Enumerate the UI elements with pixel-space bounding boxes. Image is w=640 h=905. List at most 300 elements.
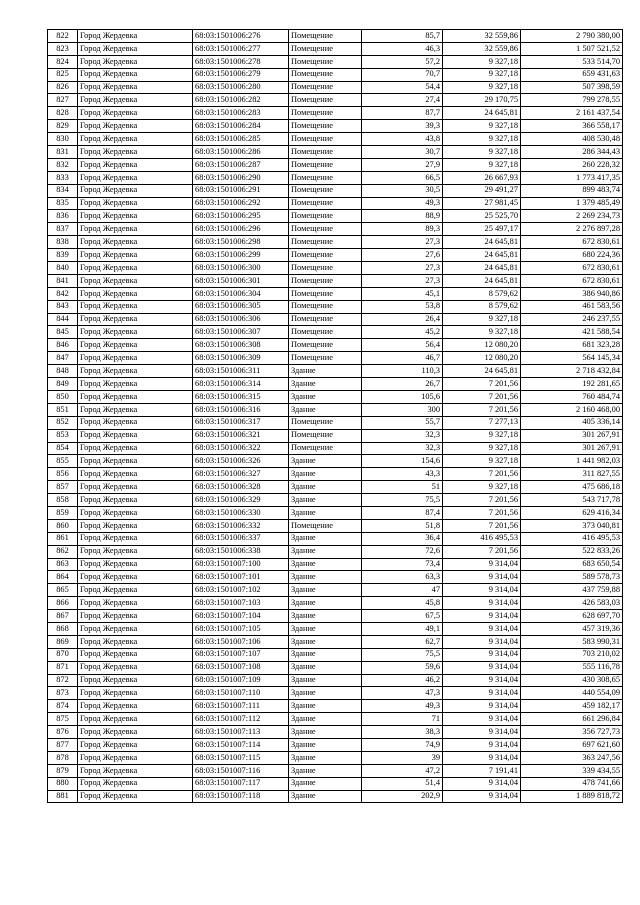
cadastral-value-cell: 386 940,86 bbox=[521, 287, 623, 300]
cadastral-number-cell: 68:03:1501006:316 bbox=[193, 403, 289, 416]
area-cell: 30,5 bbox=[362, 184, 443, 197]
table-row bbox=[48, 68, 623, 81]
table-row bbox=[48, 313, 623, 326]
locality-cell: Город Жердевка bbox=[78, 352, 193, 365]
specific-value-cell: 8 579,62 bbox=[443, 287, 521, 300]
object-type-cell: Здание bbox=[289, 764, 362, 777]
specific-value-cell: 9 314,04 bbox=[443, 687, 521, 700]
specific-value-cell: 12 080,20 bbox=[443, 352, 521, 365]
table-row bbox=[48, 506, 623, 519]
cadastral-number-cell: 68:03:1501007:101 bbox=[193, 571, 289, 584]
cadastral-number-cell: 68:03:1501007:114 bbox=[193, 738, 289, 751]
table-row bbox=[48, 442, 623, 455]
table-row bbox=[48, 455, 623, 468]
cadastral-number-cell: 68:03:1501006:305 bbox=[193, 300, 289, 313]
cadastral-number-cell: 68:03:1501007:107 bbox=[193, 648, 289, 661]
cadastral-number-cell: 68:03:1501006:332 bbox=[193, 519, 289, 532]
area-cell: 39,3 bbox=[362, 120, 443, 133]
area-cell: 49,1 bbox=[362, 622, 443, 635]
locality-cell: Город Жердевка bbox=[78, 726, 193, 739]
area-cell: 30,7 bbox=[362, 146, 443, 159]
area-cell: 32,3 bbox=[362, 442, 443, 455]
table-row bbox=[48, 494, 623, 507]
cadastral-value-cell: 421 588,54 bbox=[521, 326, 623, 339]
cadastral-number-cell: 68:03:1501006:321 bbox=[193, 429, 289, 442]
row-number-cell: 873 bbox=[48, 687, 78, 700]
table-row bbox=[48, 55, 623, 68]
specific-value-cell: 24 645,81 bbox=[443, 249, 521, 262]
specific-value-cell: 8 579,62 bbox=[443, 300, 521, 313]
object-type-cell: Помещение bbox=[289, 210, 362, 223]
area-cell: 88,9 bbox=[362, 210, 443, 223]
area-cell: 43,3 bbox=[362, 468, 443, 481]
table-row bbox=[48, 326, 623, 339]
table-row bbox=[48, 610, 623, 623]
cadastral-value-cell: 1 889 818,72 bbox=[521, 790, 623, 803]
cadastral-value-cell: 192 281,65 bbox=[521, 378, 623, 391]
specific-value-cell: 7 201,56 bbox=[443, 519, 521, 532]
locality-cell: Город Жердевка bbox=[78, 55, 193, 68]
cadastral-value-cell: 2 160 468,00 bbox=[521, 403, 623, 416]
cadastral-number-cell: 68:03:1501006:292 bbox=[193, 197, 289, 210]
specific-value-cell: 12 080,20 bbox=[443, 339, 521, 352]
row-number-cell: 832 bbox=[48, 158, 78, 171]
object-type-cell: Помещение bbox=[289, 133, 362, 146]
specific-value-cell: 7 201,56 bbox=[443, 378, 521, 391]
cadastral-number-cell: 68:03:1501006:328 bbox=[193, 481, 289, 494]
object-type-cell: Здание bbox=[289, 390, 362, 403]
row-number-cell: 879 bbox=[48, 764, 78, 777]
area-cell: 47,3 bbox=[362, 687, 443, 700]
object-type-cell: Помещение bbox=[289, 249, 362, 262]
row-number-cell: 835 bbox=[48, 197, 78, 210]
cadastral-number-cell: 68:03:1501006:317 bbox=[193, 416, 289, 429]
row-number-cell: 864 bbox=[48, 571, 78, 584]
row-number-cell: 862 bbox=[48, 545, 78, 558]
cadastral-value-cell: 555 116,78 bbox=[521, 661, 623, 674]
object-type-cell: Здание bbox=[289, 468, 362, 481]
locality-cell: Город Жердевка bbox=[78, 442, 193, 455]
area-cell: 49,3 bbox=[362, 700, 443, 713]
object-type-cell: Здание bbox=[289, 481, 362, 494]
row-number-cell: 843 bbox=[48, 300, 78, 313]
area-cell: 154,6 bbox=[362, 455, 443, 468]
table-row bbox=[48, 738, 623, 751]
specific-value-cell: 9 327,18 bbox=[443, 146, 521, 159]
area-cell: 87,7 bbox=[362, 107, 443, 120]
table-row bbox=[48, 107, 623, 120]
cadastral-value-cell: 672 830,61 bbox=[521, 236, 623, 249]
row-number-cell: 869 bbox=[48, 635, 78, 648]
cadastral-number-cell: 68:03:1501006:314 bbox=[193, 378, 289, 391]
cadastral-value-cell: 416 495,53 bbox=[521, 532, 623, 545]
table-row bbox=[48, 210, 623, 223]
row-number-cell: 861 bbox=[48, 532, 78, 545]
locality-cell: Город Жердевка bbox=[78, 42, 193, 55]
specific-value-cell: 7 201,56 bbox=[443, 506, 521, 519]
row-number-cell: 829 bbox=[48, 120, 78, 133]
row-number-cell: 881 bbox=[48, 790, 78, 803]
table-row bbox=[48, 713, 623, 726]
cadastral-number-cell: 68:03:1501006:304 bbox=[193, 287, 289, 300]
specific-value-cell: 25 497,17 bbox=[443, 223, 521, 236]
specific-value-cell: 9 314,04 bbox=[443, 700, 521, 713]
object-type-cell: Помещение bbox=[289, 68, 362, 81]
cadastral-number-cell: 68:03:1501006:291 bbox=[193, 184, 289, 197]
object-type-cell: Помещение bbox=[289, 42, 362, 55]
locality-cell: Город Жердевка bbox=[78, 313, 193, 326]
row-number-cell: 839 bbox=[48, 249, 78, 262]
table-row bbox=[48, 481, 623, 494]
cadastral-number-cell: 68:03:1501007:111 bbox=[193, 700, 289, 713]
row-number-cell: 875 bbox=[48, 713, 78, 726]
cadastral-number-cell: 68:03:1501006:337 bbox=[193, 532, 289, 545]
row-number-cell: 871 bbox=[48, 661, 78, 674]
area-cell: 71 bbox=[362, 713, 443, 726]
area-cell: 32,3 bbox=[362, 429, 443, 442]
table-row bbox=[48, 262, 623, 275]
cadastral-number-cell: 68:03:1501007:100 bbox=[193, 558, 289, 571]
area-cell: 26,7 bbox=[362, 378, 443, 391]
cadastral-value-cell: 1 441 982,03 bbox=[521, 455, 623, 468]
row-number-cell: 872 bbox=[48, 674, 78, 687]
cadastral-value-cell: 507 398,59 bbox=[521, 81, 623, 94]
table-row bbox=[48, 390, 623, 403]
row-number-cell: 824 bbox=[48, 55, 78, 68]
object-type-cell: Здание bbox=[289, 378, 362, 391]
row-number-cell: 867 bbox=[48, 610, 78, 623]
specific-value-cell: 9 327,18 bbox=[443, 158, 521, 171]
locality-cell: Город Жердевка bbox=[78, 610, 193, 623]
cadastral-number-cell: 68:03:1501007:117 bbox=[193, 777, 289, 790]
table-row bbox=[48, 146, 623, 159]
row-number-cell: 860 bbox=[48, 519, 78, 532]
table-row bbox=[48, 648, 623, 661]
row-number-cell: 847 bbox=[48, 352, 78, 365]
cadastral-value-cell: 583 990,31 bbox=[521, 635, 623, 648]
table-row bbox=[48, 622, 623, 635]
locality-cell: Город Жердевка bbox=[78, 635, 193, 648]
cadastral-number-cell: 68:03:1501007:112 bbox=[193, 713, 289, 726]
cadastral-value-cell: 799 278,55 bbox=[521, 94, 623, 107]
cadastral-number-cell: 68:03:1501007:108 bbox=[193, 661, 289, 674]
area-cell: 46,3 bbox=[362, 42, 443, 55]
specific-value-cell: 9 327,18 bbox=[443, 326, 521, 339]
cadastral-number-cell: 68:03:1501007:109 bbox=[193, 674, 289, 687]
specific-value-cell: 9 314,04 bbox=[443, 597, 521, 610]
cadastral-value-cell: 356 727,73 bbox=[521, 726, 623, 739]
area-cell: 62,7 bbox=[362, 635, 443, 648]
object-type-cell: Здание bbox=[289, 777, 362, 790]
object-type-cell: Здание bbox=[289, 751, 362, 764]
cadastral-value-cell: 311 827,55 bbox=[521, 468, 623, 481]
specific-value-cell: 9 327,18 bbox=[443, 120, 521, 133]
row-number-cell: 842 bbox=[48, 287, 78, 300]
specific-value-cell: 9 314,04 bbox=[443, 571, 521, 584]
row-number-cell: 831 bbox=[48, 146, 78, 159]
locality-cell: Город Жердевка bbox=[78, 700, 193, 713]
object-type-cell: Помещение bbox=[289, 442, 362, 455]
locality-cell: Город Жердевка bbox=[78, 210, 193, 223]
cadastral-value-cell: 430 308,65 bbox=[521, 674, 623, 687]
object-type-cell: Здание bbox=[289, 403, 362, 416]
object-type-cell: Здание bbox=[289, 622, 362, 635]
specific-value-cell: 9 327,18 bbox=[443, 55, 521, 68]
area-cell: 51 bbox=[362, 481, 443, 494]
locality-cell: Город Жердевка bbox=[78, 506, 193, 519]
cadastral-number-cell: 68:03:1501007:118 bbox=[193, 790, 289, 803]
area-cell: 57,2 bbox=[362, 55, 443, 68]
table-row bbox=[48, 42, 623, 55]
table-row bbox=[48, 468, 623, 481]
cadastral-value-cell: 681 323,28 bbox=[521, 339, 623, 352]
row-number-cell: 850 bbox=[48, 390, 78, 403]
cadastral-value-cell: 2 276 897,28 bbox=[521, 223, 623, 236]
table-row bbox=[48, 764, 623, 777]
specific-value-cell: 29 170,75 bbox=[443, 94, 521, 107]
row-number-cell: 845 bbox=[48, 326, 78, 339]
table-row bbox=[48, 287, 623, 300]
locality-cell: Город Жердевка bbox=[78, 107, 193, 120]
specific-value-cell: 7 201,56 bbox=[443, 494, 521, 507]
table-row bbox=[48, 597, 623, 610]
table-row bbox=[48, 687, 623, 700]
specific-value-cell: 9 327,18 bbox=[443, 442, 521, 455]
locality-cell: Город Жердевка bbox=[78, 171, 193, 184]
locality-cell: Город Жердевка bbox=[78, 777, 193, 790]
area-cell: 59,6 bbox=[362, 661, 443, 674]
cadastral-value-cell: 672 830,61 bbox=[521, 274, 623, 287]
row-number-cell: 836 bbox=[48, 210, 78, 223]
area-cell: 87,4 bbox=[362, 506, 443, 519]
cadastral-value-cell: 1 379 485,49 bbox=[521, 197, 623, 210]
area-cell: 74,9 bbox=[362, 738, 443, 751]
table-row bbox=[48, 635, 623, 648]
table-row bbox=[48, 700, 623, 713]
area-cell: 66,5 bbox=[362, 171, 443, 184]
table-row bbox=[48, 120, 623, 133]
cadastral-value-cell: 899 483,74 bbox=[521, 184, 623, 197]
locality-cell: Город Жердевка bbox=[78, 687, 193, 700]
table-row bbox=[48, 545, 623, 558]
area-cell: 27,4 bbox=[362, 94, 443, 107]
cadastral-number-cell: 68:03:1501006:326 bbox=[193, 455, 289, 468]
table-row bbox=[48, 274, 623, 287]
area-cell: 51,4 bbox=[362, 777, 443, 790]
cadastral-number-cell: 68:03:1501006:327 bbox=[193, 468, 289, 481]
locality-cell: Город Жердевка bbox=[78, 713, 193, 726]
cadastral-number-cell: 68:03:1501006:286 bbox=[193, 146, 289, 159]
cadastral-number-cell: 68:03:1501006:322 bbox=[193, 442, 289, 455]
table-row bbox=[48, 403, 623, 416]
locality-cell: Город Жердевка bbox=[78, 790, 193, 803]
table-row bbox=[48, 158, 623, 171]
table-row bbox=[48, 751, 623, 764]
area-cell: 45,8 bbox=[362, 597, 443, 610]
area-cell: 43,8 bbox=[362, 133, 443, 146]
cadastral-value-cell: 475 686,18 bbox=[521, 481, 623, 494]
cadastral-value-cell: 533 514,70 bbox=[521, 55, 623, 68]
object-type-cell: Помещение bbox=[289, 197, 362, 210]
cadastral-number-cell: 68:03:1501006:284 bbox=[193, 120, 289, 133]
row-number-cell: 840 bbox=[48, 262, 78, 275]
cadastral-number-cell: 68:03:1501007:106 bbox=[193, 635, 289, 648]
specific-value-cell: 7 201,56 bbox=[443, 545, 521, 558]
object-type-cell: Помещение bbox=[289, 30, 362, 43]
object-type-cell: Помещение bbox=[289, 416, 362, 429]
cadastral-value-cell: 457 319,36 bbox=[521, 622, 623, 635]
object-type-cell: Здание bbox=[289, 532, 362, 545]
specific-value-cell: 9 327,18 bbox=[443, 81, 521, 94]
cadastral-number-cell: 68:03:1501006:277 bbox=[193, 42, 289, 55]
cadastral-number-cell: 68:03:1501006:280 bbox=[193, 81, 289, 94]
specific-value-cell: 9 314,04 bbox=[443, 674, 521, 687]
area-cell: 54,4 bbox=[362, 81, 443, 94]
table-row bbox=[48, 674, 623, 687]
locality-cell: Город Жердевка bbox=[78, 223, 193, 236]
object-type-cell: Помещение bbox=[289, 55, 362, 68]
table-row bbox=[48, 236, 623, 249]
area-cell: 46,7 bbox=[362, 352, 443, 365]
area-cell: 36,4 bbox=[362, 532, 443, 545]
locality-cell: Город Жердевка bbox=[78, 648, 193, 661]
cadastral-value-cell: 405 336,14 bbox=[521, 416, 623, 429]
locality-cell: Город Жердевка bbox=[78, 158, 193, 171]
specific-value-cell: 9 327,18 bbox=[443, 133, 521, 146]
area-cell: 53,8 bbox=[362, 300, 443, 313]
area-cell: 26,4 bbox=[362, 313, 443, 326]
object-type-cell: Помещение bbox=[289, 223, 362, 236]
specific-value-cell: 7 201,56 bbox=[443, 390, 521, 403]
row-number-cell: 855 bbox=[48, 455, 78, 468]
specific-value-cell: 9 314,04 bbox=[443, 622, 521, 635]
row-number-cell: 866 bbox=[48, 597, 78, 610]
cadastral-value-cell: 363 247,56 bbox=[521, 751, 623, 764]
locality-cell: Город Жердевка bbox=[78, 416, 193, 429]
object-type-cell: Здание bbox=[289, 700, 362, 713]
cadastral-value-cell: 461 583,56 bbox=[521, 300, 623, 313]
cadastral-number-cell: 68:03:1501006:283 bbox=[193, 107, 289, 120]
row-number-cell: 859 bbox=[48, 506, 78, 519]
specific-value-cell: 9 314,04 bbox=[443, 726, 521, 739]
table-row bbox=[48, 30, 623, 43]
row-number-cell: 870 bbox=[48, 648, 78, 661]
cadastral-value-cell: 366 558,17 bbox=[521, 120, 623, 133]
cadastral-number-cell: 68:03:1501006:287 bbox=[193, 158, 289, 171]
table-row bbox=[48, 790, 623, 803]
row-number-cell: 846 bbox=[48, 339, 78, 352]
specific-value-cell: 9 314,04 bbox=[443, 584, 521, 597]
locality-cell: Город Жердевка bbox=[78, 390, 193, 403]
cadastral-value-cell: 628 697,70 bbox=[521, 610, 623, 623]
table-row bbox=[48, 584, 623, 597]
row-number-cell: 878 bbox=[48, 751, 78, 764]
object-type-cell: Помещение bbox=[289, 146, 362, 159]
table-row bbox=[48, 300, 623, 313]
object-type-cell: Здание bbox=[289, 661, 362, 674]
row-number-cell: 849 bbox=[48, 378, 78, 391]
locality-cell: Город Жердевка bbox=[78, 197, 193, 210]
object-type-cell: Здание bbox=[289, 571, 362, 584]
object-type-cell: Помещение bbox=[289, 313, 362, 326]
table-row bbox=[48, 726, 623, 739]
row-number-cell: 868 bbox=[48, 622, 78, 635]
object-type-cell: Здание bbox=[289, 726, 362, 739]
cadastral-number-cell: 68:03:1501006:330 bbox=[193, 506, 289, 519]
locality-cell: Город Жердевка bbox=[78, 584, 193, 597]
cadastral-number-cell: 68:03:1501006:296 bbox=[193, 223, 289, 236]
locality-cell: Город Жердевка bbox=[78, 68, 193, 81]
row-number-cell: 853 bbox=[48, 429, 78, 442]
object-type-cell: Здание bbox=[289, 790, 362, 803]
locality-cell: Город Жердевка bbox=[78, 468, 193, 481]
cadastral-number-cell: 68:03:1501006:308 bbox=[193, 339, 289, 352]
area-cell: 56,4 bbox=[362, 339, 443, 352]
area-cell: 45,1 bbox=[362, 287, 443, 300]
row-number-cell: 823 bbox=[48, 42, 78, 55]
object-type-cell: Здание bbox=[289, 494, 362, 507]
area-cell: 46,2 bbox=[362, 674, 443, 687]
cadastral-value-cell: 672 830,61 bbox=[521, 262, 623, 275]
area-cell: 55,7 bbox=[362, 416, 443, 429]
area-cell: 47,2 bbox=[362, 764, 443, 777]
object-type-cell: Помещение bbox=[289, 429, 362, 442]
row-number-cell: 844 bbox=[48, 313, 78, 326]
object-type-cell: Здание bbox=[289, 455, 362, 468]
locality-cell: Город Жердевка bbox=[78, 764, 193, 777]
cadastral-number-cell: 68:03:1501006:298 bbox=[193, 236, 289, 249]
area-cell: 27,9 bbox=[362, 158, 443, 171]
table-row bbox=[48, 81, 623, 94]
cadastral-number-cell: 68:03:1501006:285 bbox=[193, 133, 289, 146]
table-body bbox=[48, 30, 623, 803]
cadastral-value-cell: 1 773 417,35 bbox=[521, 171, 623, 184]
area-cell: 67,5 bbox=[362, 610, 443, 623]
table-row bbox=[48, 171, 623, 184]
object-type-cell: Помещение bbox=[289, 94, 362, 107]
area-cell: 202,9 bbox=[362, 790, 443, 803]
row-number-cell: 851 bbox=[48, 403, 78, 416]
cadastral-value-cell: 2 161 437,54 bbox=[521, 107, 623, 120]
specific-value-cell: 32 559,86 bbox=[443, 30, 521, 43]
cadastral-value-cell: 564 145,34 bbox=[521, 352, 623, 365]
cadastral-number-cell: 68:03:1501007:105 bbox=[193, 622, 289, 635]
object-type-cell: Помещение bbox=[289, 107, 362, 120]
table-row bbox=[48, 197, 623, 210]
cadastral-number-cell: 68:03:1501006:315 bbox=[193, 390, 289, 403]
specific-value-cell: 7 201,56 bbox=[443, 403, 521, 416]
cadastral-number-cell: 68:03:1501007:113 bbox=[193, 726, 289, 739]
cadastral-number-cell: 68:03:1501007:116 bbox=[193, 764, 289, 777]
row-number-cell: 838 bbox=[48, 236, 78, 249]
locality-cell: Город Жердевка bbox=[78, 249, 193, 262]
cadastral-number-cell: 68:03:1501006:338 bbox=[193, 545, 289, 558]
object-type-cell: Помещение bbox=[289, 171, 362, 184]
area-cell: 89,3 bbox=[362, 223, 443, 236]
row-number-cell: 830 bbox=[48, 133, 78, 146]
specific-value-cell: 9 327,18 bbox=[443, 481, 521, 494]
locality-cell: Город Жердевка bbox=[78, 94, 193, 107]
cadastral-value-cell: 543 717,78 bbox=[521, 494, 623, 507]
object-type-cell: Здание bbox=[289, 674, 362, 687]
specific-value-cell: 25 525,70 bbox=[443, 210, 521, 223]
cadastral-number-cell: 68:03:1501007:115 bbox=[193, 751, 289, 764]
specific-value-cell: 26 667,93 bbox=[443, 171, 521, 184]
cadastral-value-cell: 659 431,63 bbox=[521, 68, 623, 81]
cadastral-value-cell: 697 621,60 bbox=[521, 738, 623, 751]
locality-cell: Город Жердевка bbox=[78, 326, 193, 339]
cadastral-value-cell: 286 344,43 bbox=[521, 146, 623, 159]
